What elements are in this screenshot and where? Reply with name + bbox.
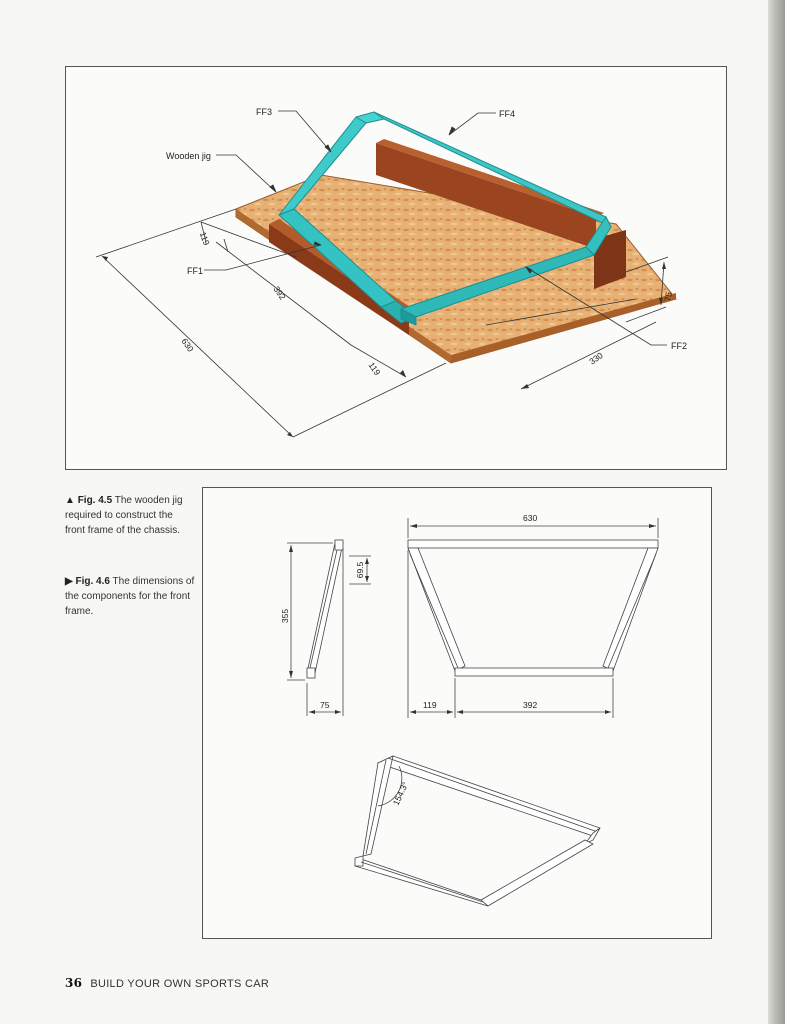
page-edge [768, 0, 785, 1024]
dim-119-bottom: 119 [366, 360, 383, 378]
caption-ref: Fig. 4.6 [75, 576, 110, 587]
label-wooden-jig: Wooden jig [166, 151, 211, 161]
dim-630: 630 [179, 336, 196, 354]
dim-119-offset: 119 [423, 700, 437, 710]
page-number: 36 [65, 976, 83, 990]
page-footer [65, 976, 269, 990]
frame-dimension-drawing [203, 488, 711, 938]
dim-75-side: 75 [320, 700, 330, 710]
caption-arrow: ▶ [65, 576, 73, 587]
label-ff4: FF4 [499, 109, 516, 119]
drawing-arrowheads [289, 524, 656, 714]
dim-69-5: 69.5 [355, 561, 365, 579]
dim-angle: 154.3° [390, 780, 411, 807]
label-ff3: FF3 [256, 107, 273, 117]
caption-ref: Fig. 4.5 [77, 495, 113, 506]
caption-text: The wooden jig required to construct the front frame of the chassis. [65, 495, 183, 536]
caption-fig-4-5 [65, 493, 195, 538]
side-member-drawing [307, 540, 343, 678]
dim-392: 392 [271, 284, 288, 302]
dim-330: 330 [587, 350, 605, 367]
caption-fig-4-6 [65, 574, 195, 619]
jig-illustration [66, 67, 726, 469]
label-ff2: FF2 [671, 341, 688, 351]
dim-392-base: 392 [523, 700, 538, 710]
figure-4-5 [65, 66, 727, 470]
caption-arrow: ▲ [65, 495, 75, 506]
front-view-drawing [408, 540, 658, 676]
caption-text: The dimensions of the components for the front frame. [65, 576, 195, 617]
figure-4-6 [202, 487, 712, 939]
dim-355-height: 355 [280, 608, 290, 624]
label-ff1: FF1 [187, 266, 204, 276]
book-title: BUILD YOUR OWN SPORTS CAR [90, 978, 270, 990]
dim-75: 75 [662, 291, 674, 303]
dim-630-width: 630 [523, 513, 538, 523]
isometric-frame-drawing [355, 756, 600, 906]
dim-119-top: 119 [197, 230, 212, 247]
